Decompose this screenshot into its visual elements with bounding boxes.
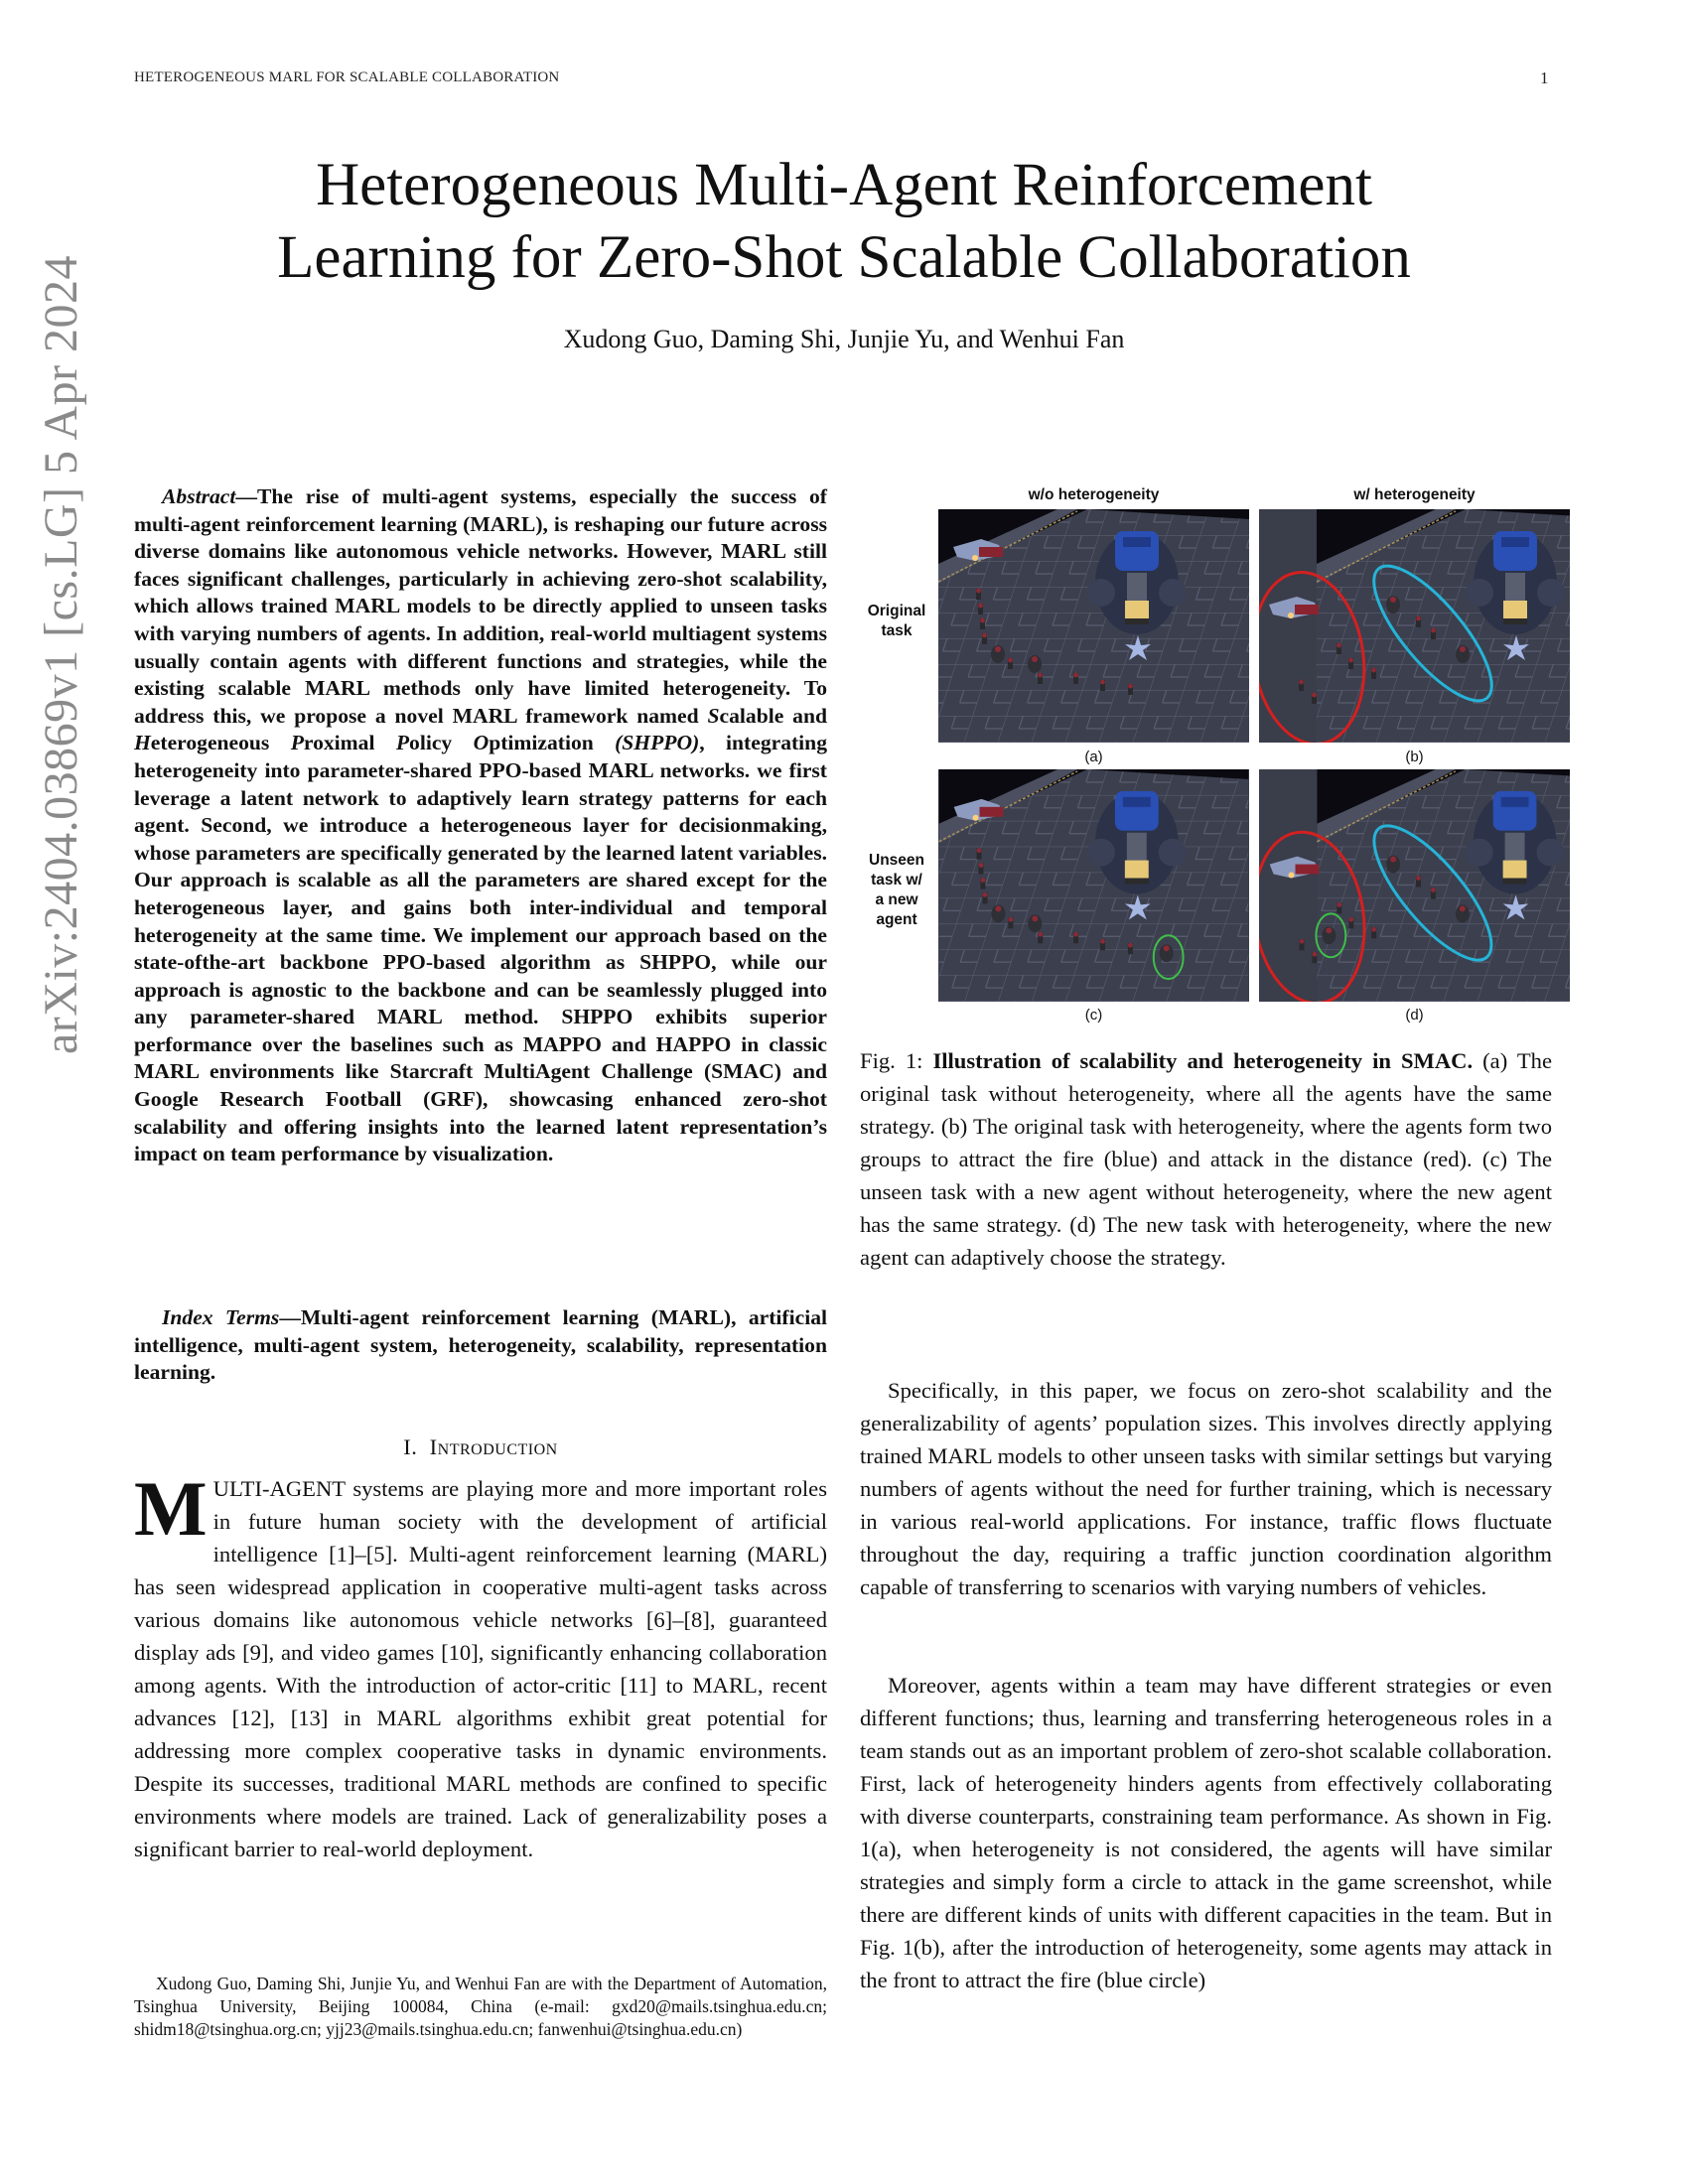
row-head-line: agent xyxy=(876,911,917,928)
caption-prefix: Fig. 1: xyxy=(860,1048,933,1073)
name-o-rest: ptimization xyxy=(489,731,616,755)
figure-col-head-with: w/ heterogeneity xyxy=(1353,486,1476,503)
panel-label-a: (a) xyxy=(1084,749,1103,765)
page-number: 1 xyxy=(1540,68,1549,87)
figure-row-head-unseen xyxy=(857,851,936,930)
index-terms-dash: — xyxy=(279,1305,301,1329)
name-s-rest: calable and xyxy=(719,703,827,728)
paragraph-moreover: Moreover, agents within a team may have different strategies or even different functions; thus, learning and transferring heterogeneous roles in a team stands out as an important problem of zero-shot scalable collaboration. First, lack of heterogeneity hinders agents from effectively collaborating with diverse counterparts, constraining team performance. As shown in Fig. 1(a), when heterogeneity is not considered, the agents will have similar strategies and simply form a circle to attack in the game screenshot, while there are different kinds of units with different capacities in the team. But in Fig. 1(b), after the introduction of heterogeneity, some agents may attack in the front to attract the fire (blue circle) xyxy=(860,1673,1552,1992)
panel-label-d: (d) xyxy=(1405,1007,1424,1024)
row-head-line: a new xyxy=(875,891,918,908)
smac-scene-b xyxy=(1259,509,1570,743)
paragraph-specifically: Specifically, in this paper, we focus on zero-shot scalability and the generalizability of agents’ population sizes. This involves directly applying trained MARL models to other unseen tasks with similar settings but varying numbers of agents without the need for further training, which is necessary in various real-world applications. For instance, traffic flows fluctuate throughout the day, requiring a traffic junction coordination algorithm capable of transferring to scenarios with varying numbers of vehicles. xyxy=(860,1378,1552,1599)
index-terms-text: Multi-agent reinforcement learning (MARL), artificial intelligence, multi-agent system, heterogeneity, scalability, representation learning. xyxy=(134,1305,827,1385)
section-heading-introduction xyxy=(134,1434,827,1460)
acronym: (SHPPO) xyxy=(615,731,700,755)
name-p: P xyxy=(290,731,304,755)
section-number: I. xyxy=(403,1434,418,1459)
row-head-line: task xyxy=(881,622,913,639)
row-head-line: Unseen xyxy=(869,852,924,869)
arxiv-stamp: arXiv:2404.03869v1 [cs.LG] 5 Apr 2024 xyxy=(35,254,87,1054)
figure-panel-c xyxy=(938,769,1249,1002)
index-terms xyxy=(134,1304,827,1387)
running-head: HETEROGENEOUS MARL FOR SCALABLE COLLABORATION xyxy=(134,69,560,85)
index-terms-lead: Index Terms xyxy=(162,1305,280,1329)
figure-row-head-original xyxy=(857,602,936,641)
name-p2: P xyxy=(395,731,410,755)
figure-panel-a xyxy=(938,509,1249,743)
dropcap: M xyxy=(134,1465,208,1552)
abstract-dash: — xyxy=(235,484,257,508)
abstract xyxy=(134,483,827,1168)
panel-label-c: (c) xyxy=(1084,1007,1103,1024)
title-line-2: Learning for Zero-Shot Scalable Collaboration xyxy=(277,224,1411,291)
author-footnote: Xudong Guo, Daming Shi, Junjie Yu, and Wenhui Fan are with the Department of Automation, Tsinghua University, Beijing 100084, China (e-mail: gxd20@mails.tsinghua.edu.cn; shidm18@tsinghua.org.cn; yjj23@mails.tsinghua.edu.cn; fanwenhui@tsinghua.edu.cn) xyxy=(134,1974,827,2039)
name-p2-rest: olicy xyxy=(409,731,474,755)
name-h: H xyxy=(134,731,151,755)
row-head-line: Original xyxy=(867,603,926,619)
figure-caption xyxy=(860,1044,1552,1274)
intro-text: systems are playing more and more important roles in future human society with the development of artificial intelligence [1]–[5]. Multi-agent reinforcement learning (MARL) has seen widespread application in cooperative multi-agent tasks across various domains like autonomous vehicle networks [6]–[8], guaranteed display ads [9], and video games [10], significantly enhancing collaboration among agents. With the introduction of actor-critic [11] to MARL, recent advances [12], [13] in MARL algorithms exhibit great potential for addressing more complex cooperative tasks in dynamic environments. Despite its successes, traditional MARL methods are confined to specific environments where models are trained. Lack of generalizability poses a significant barrier to real-world deployment. xyxy=(134,1476,827,1861)
figure-panel-b xyxy=(1259,509,1570,743)
panel-label-b: (b) xyxy=(1405,749,1424,765)
name-o: O xyxy=(473,731,490,755)
name-p-rest: roximal xyxy=(303,731,396,755)
caption-bold: Illustration of scalability and heterogeneity in SMAC. xyxy=(932,1048,1474,1073)
caption-text: (a) The original task without heterogeneity, where all the agents have the same strategy. (b) The original task with heterogeneity, where the agents form two groups to attract the fire (blue) and attack in the distance (red). (c) The unseen task with a new agent without heterogeneity, where the new agent has the same strategy. (d) The new task with heterogeneity, where the new agent can adaptively choose the strategy. xyxy=(860,1048,1552,1270)
smac-scene-c xyxy=(938,769,1249,1002)
smac-scene-a xyxy=(938,509,1249,743)
title-line-1: Heterogeneous Multi-Agent Reinforcement xyxy=(316,152,1372,218)
section-title: Introduction xyxy=(429,1434,558,1459)
authors: Xudong Guo, Daming Shi, Junjie Yu, and Wenhui Fan xyxy=(563,325,1125,353)
intro-paragraph xyxy=(134,1465,827,1865)
row-head-line: task w/ xyxy=(871,872,922,888)
paper-title xyxy=(99,149,1589,294)
figure-panel-d xyxy=(1259,769,1570,1002)
figure-col-head-without: w/o heterogeneity xyxy=(1028,486,1160,503)
intro-caps: ULTI-AGENT xyxy=(212,1476,346,1501)
name-s: S xyxy=(707,703,720,728)
smac-scene-d xyxy=(1259,769,1570,1002)
abstract-text-2: , integrating heterogeneity into parameter-shared PPO-based MARL networks. we first leverage a latent network to adaptively learn strategy patterns for each agent. Second, we introduce a heterogeneous layer for decisionmaking, whose parameters are specifically generated by the learned latent variables. Our approach is scalable as all the parameters are shared except for the heterogeneous layer, and gains both inter-individual and temporal heterogeneity at the same time. We implement our approach based on the state-ofthe-art backbone PPO-based algorithm as SHPPO, while our approach is agnostic to the backbone and can be seamlessly plugged into any parameter-shared MARL method. SHPPO exhibits superior performance over the baselines such as MAPPO and HAPPO in classic MARL environments like Starcraft MultiAgent Challenge (SMAC) and Google Research Football (GRF), showcasing enhanced zero-shot scalability and offering insights into the learned latent representation’s impact on team performance by visualization. xyxy=(134,731,827,1166)
abstract-lead: Abstract xyxy=(162,484,236,508)
name-h-rest: eterogeneous xyxy=(150,731,291,755)
abstract-text-1: The rise of multi-agent systems, especially the success of multi-agent reinforcement learning (MARL), is reshaping our future across diverse domains like autonomous vehicle networks. However, MARL still faces significant challenges, particularly in achieving zero-shot scalability, which allows trained MARL models to be directly applied to unseen tasks with varying numbers of agents. In addition, real-world multiagent systems usually contain agents with different functions and strategies, while the existing scalable MARL methods only have limited heterogeneity. To address this, we propose a novel MARL framework named xyxy=(134,484,827,728)
